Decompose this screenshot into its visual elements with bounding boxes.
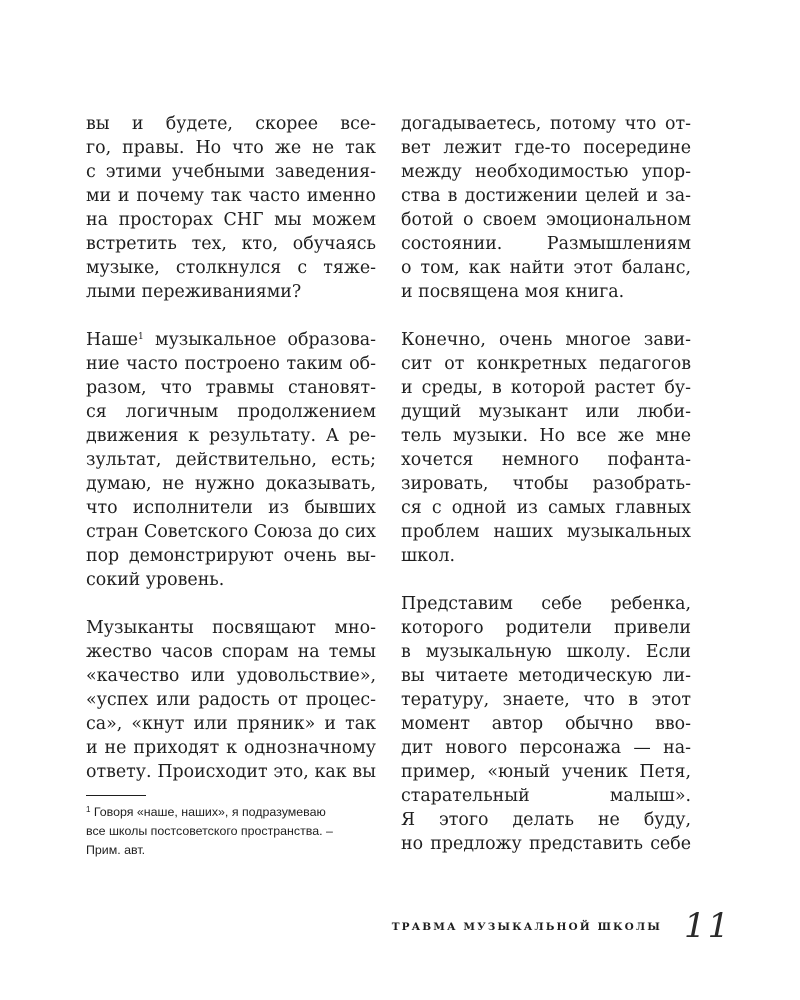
footnote-reference: 1: [138, 332, 144, 342]
text-line: но предложу представить себе: [401, 834, 691, 854]
text-line: на просторах СНГ мы можем: [86, 210, 376, 230]
footnote-marker: 1: [86, 805, 91, 814]
footnote-line: [86, 803, 376, 822]
text-line: в музыкальную школу. Если: [401, 642, 691, 662]
left-text-column: [86, 112, 376, 808]
text-line: старательный малыш».: [401, 786, 691, 806]
text-line: Я этого делать не буду,: [401, 810, 691, 830]
text-line: тературу, знаете, что в этот: [401, 690, 691, 710]
text-line: движения к результату. А ре-: [86, 426, 376, 446]
text-line: состоянии. Размышлениям: [401, 234, 691, 254]
text-line: тель музыки. Но все же мне: [401, 426, 691, 446]
text-line-with-footnote-ref: [86, 328, 376, 352]
text-line: сит от конкретных педагогов: [401, 354, 691, 374]
text-line: «успех или радость от процес-: [86, 690, 376, 710]
text-line: стран Советского Союза до сих: [86, 522, 376, 542]
text-line: вы и будете, скорее все-: [86, 114, 376, 134]
running-head: ТРАВМА МУЗЫКАЛЬНОЙ ШКОЛЫ: [391, 921, 662, 933]
page-number: 11: [684, 906, 732, 946]
text-line: дущий музыкант или люби-: [401, 402, 691, 422]
text-line: что исполнители из бывших: [86, 498, 376, 518]
text-line: го, правы. Но что же не так: [86, 138, 376, 158]
text-line: ми и почему так часто именно: [86, 186, 376, 206]
text-line: Конечно, очень многое зави-: [401, 330, 691, 350]
text-line: между необходимостью упор-: [401, 162, 691, 182]
text-line: дит нового персонажа — на-: [401, 738, 691, 758]
text-line: которого родители привели: [401, 618, 691, 638]
text-fragment: Наше: [86, 330, 138, 350]
text-line: и среды, в которой растет бу-: [401, 378, 691, 398]
text-line: са», «кнут или пряник» и так: [86, 714, 376, 734]
footnote-text: Говоря «наше, наших», я подразумеваю: [90, 805, 326, 819]
text-line: зировать, чтобы разобрать-: [401, 474, 691, 494]
text-line: ботой о своем эмоциональном: [401, 210, 691, 230]
text-line: вет лежит где-то посередине: [401, 138, 691, 158]
paragraph-right-3: [401, 592, 691, 856]
text-line: хочется немного пофанта-: [401, 450, 691, 470]
text-line: ся логичным продолжением: [86, 402, 376, 422]
text-line: догадываетесь, потому что от-: [401, 114, 691, 134]
text-line: ответу. Происходит это, как вы: [86, 762, 376, 782]
text-line: школ.: [401, 546, 456, 566]
text-fragment: музыкальное образова-: [143, 330, 376, 350]
paragraph-left-3: [86, 616, 376, 784]
paragraph-left-1: [86, 112, 376, 304]
text-line: музыке, столкнулся с тяже-: [86, 258, 376, 278]
text-line: и посвящена моя книга.: [401, 282, 625, 302]
paragraph-right-1: [401, 112, 691, 304]
paragraph-left-2: [86, 328, 376, 592]
text-line: Музыканты посвящают мно-: [86, 618, 376, 638]
footnote-line: Прим. авт.: [86, 843, 146, 857]
right-text-column: [401, 112, 691, 880]
text-line: пример, «юный ученик Петя,: [401, 762, 691, 782]
text-line: ся с одной из самых главных: [401, 498, 691, 518]
text-line: разом, что травмы становят-: [86, 378, 376, 398]
text-line: встретить тех, кто, обучаясь: [86, 234, 376, 254]
text-line: ние часто построено таким об-: [86, 354, 376, 374]
text-line: жество часов спорам на темы: [86, 642, 376, 662]
text-line: «качество или удовольствие»,: [86, 666, 376, 686]
text-line: думаю, не нужно доказывать,: [86, 474, 376, 494]
text-line: с этими учебными заведения-: [86, 162, 376, 182]
text-line: Представим себе ребенка,: [401, 594, 691, 614]
footnote: [86, 803, 376, 860]
text-line: момент автор обычно вво-: [401, 714, 691, 734]
text-line: ства в достижении целей и за-: [401, 186, 691, 206]
text-line: и не приходят к однозначному: [86, 738, 376, 758]
footnote-divider: [86, 795, 146, 796]
text-line: лыми переживаниями?: [86, 282, 302, 302]
text-line: вы читаете методическую ли-: [401, 666, 691, 686]
text-line: зультат, действительно, есть;: [86, 450, 376, 470]
text-line: проблем наших музыкальных: [401, 522, 691, 542]
text-line: о том, как найти этот баланс,: [401, 258, 691, 278]
footnote-line: все школы постсоветского пространства. –: [86, 824, 333, 838]
paragraph-right-2: [401, 328, 691, 568]
text-line: сокий уровень.: [86, 570, 225, 590]
text-line: пор демонстрируют очень вы-: [86, 546, 376, 566]
